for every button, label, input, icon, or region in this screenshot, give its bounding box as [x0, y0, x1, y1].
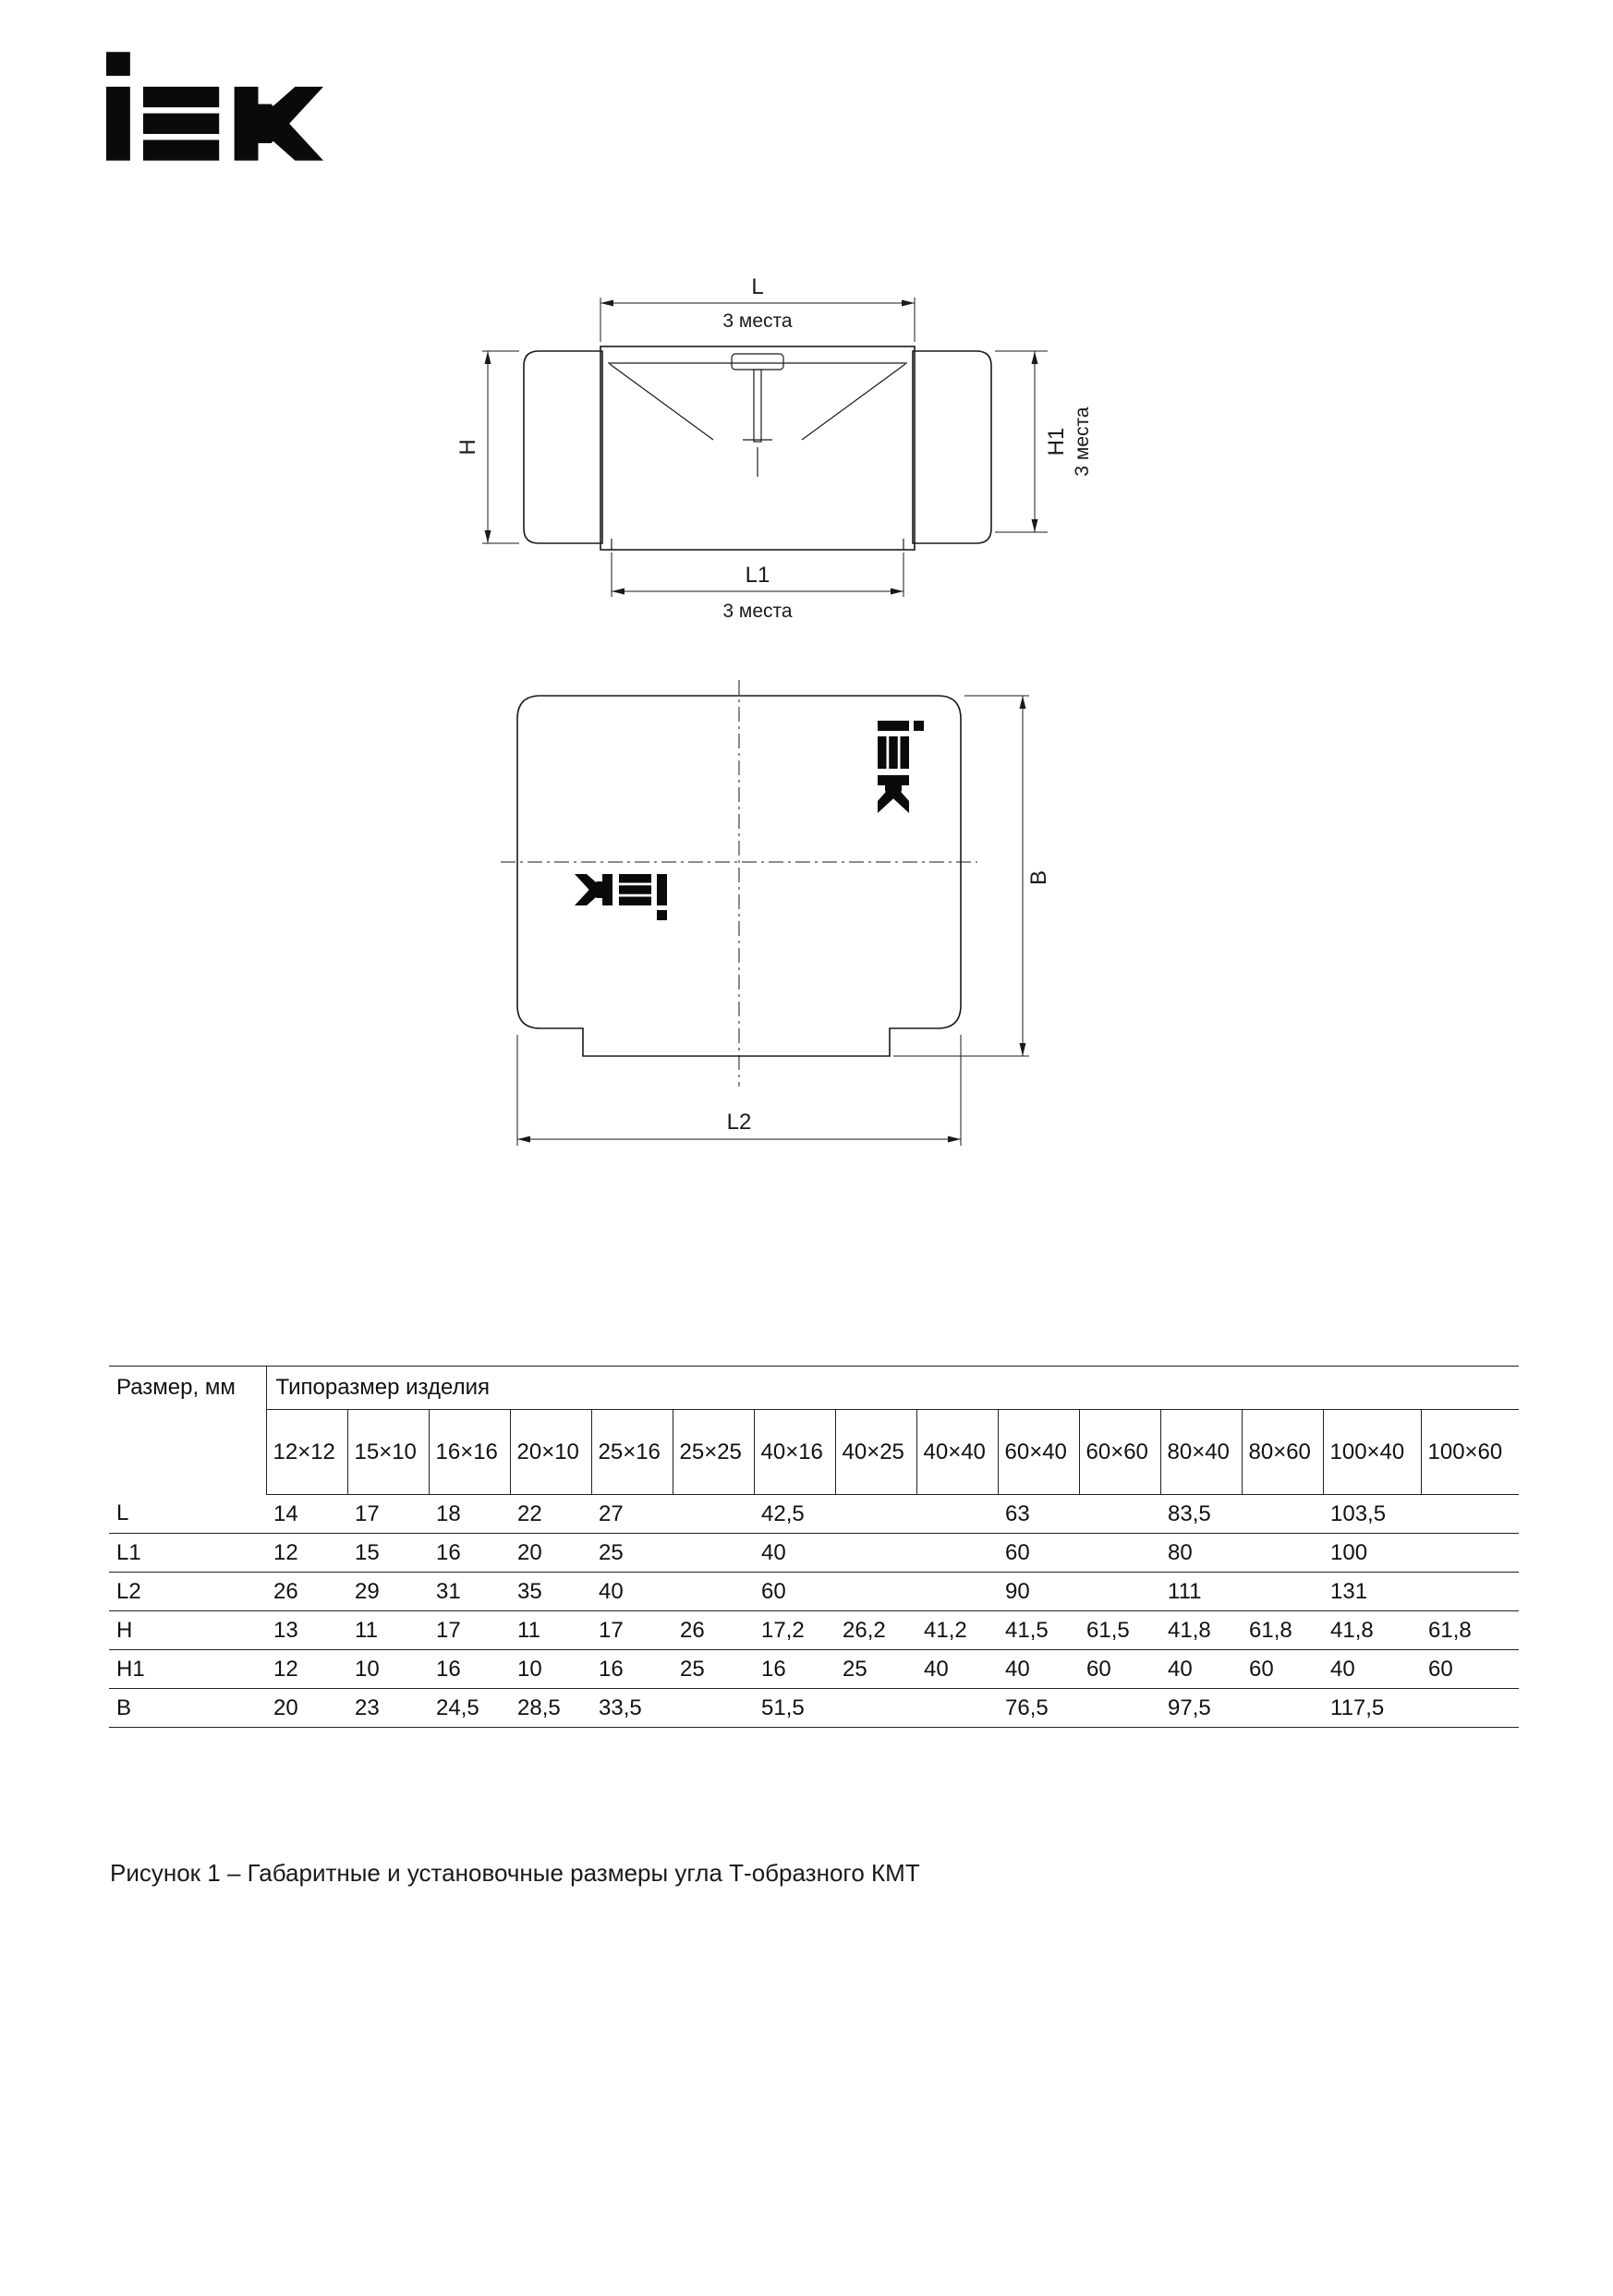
size-column-header: 60×60 — [1079, 1410, 1160, 1495]
table-cell: 97,5 — [1160, 1689, 1323, 1728]
top-view-drawing — [490, 673, 1155, 1190]
table-cell: 40 — [998, 1650, 1079, 1689]
table-cell: 41,8 — [1160, 1611, 1242, 1650]
table-cell: 31 — [429, 1573, 510, 1611]
row-label: L — [109, 1495, 266, 1534]
table-cell: 117,5 — [1323, 1689, 1519, 1728]
table-cell: 90 — [998, 1573, 1160, 1611]
table-cell: 60 — [1421, 1650, 1519, 1689]
row-label: H1 — [109, 1650, 266, 1689]
table-cell: 33,5 — [591, 1689, 754, 1728]
table-cell: 20 — [510, 1534, 591, 1573]
table-row — [109, 1650, 1519, 1689]
table-cell: 76,5 — [998, 1689, 1160, 1728]
row-label: L2 — [109, 1573, 266, 1611]
dim-note-l: 3 места — [722, 310, 793, 332]
dimension-L1 — [612, 553, 904, 622]
table-cell: 80 — [1160, 1534, 1323, 1573]
table-cell: 40 — [754, 1534, 998, 1573]
dim-label-b: B — [1026, 869, 1051, 886]
table-cell: 41,8 — [1323, 1611, 1421, 1650]
dimension-B — [893, 696, 1051, 1056]
table-cell: 83,5 — [1160, 1495, 1323, 1534]
table-cell: 17,2 — [754, 1611, 835, 1650]
table-cell: 35 — [510, 1573, 591, 1611]
size-column-header: 100×40 — [1323, 1410, 1421, 1495]
dim-label-l2: L2 — [726, 1110, 752, 1135]
table-cell: 111 — [1160, 1573, 1323, 1611]
row-label: B — [109, 1689, 266, 1728]
table-cell: 60 — [754, 1573, 998, 1611]
table-cell: 15 — [347, 1534, 429, 1573]
table-cell: 23 — [347, 1689, 429, 1728]
table-cell: 12 — [266, 1534, 347, 1573]
size-column-header: 25×25 — [673, 1410, 754, 1495]
table-cell: 11 — [347, 1611, 429, 1650]
table-cell: 22 — [510, 1495, 591, 1534]
table-cell: 131 — [1323, 1573, 1519, 1611]
row-label: L1 — [109, 1534, 266, 1573]
dim-note-h1: 3 места — [1072, 407, 1093, 477]
table-cell: 28,5 — [510, 1689, 591, 1728]
table-cell: 61,8 — [1421, 1611, 1519, 1650]
table-cell: 17 — [347, 1495, 429, 1534]
table-row — [109, 1689, 1519, 1728]
table-cell: 41,2 — [916, 1611, 998, 1650]
dimension-L — [600, 274, 915, 342]
dim-label-l: L — [751, 274, 764, 299]
size-column-header: 40×16 — [754, 1410, 835, 1495]
table-cell: 27 — [591, 1495, 754, 1534]
molded-iek-logo-left — [575, 874, 667, 920]
size-column-header: 15×10 — [347, 1410, 429, 1495]
table-cell: 40 — [591, 1573, 754, 1611]
table-cell: 25 — [835, 1650, 916, 1689]
table-cell: 25 — [591, 1534, 754, 1573]
table-cell: 100 — [1323, 1534, 1519, 1573]
table-cell: 26 — [266, 1573, 347, 1611]
table-cell: 16 — [429, 1534, 510, 1573]
corner-header: Размер, мм — [109, 1367, 266, 1495]
table-cell: 103,5 — [1323, 1495, 1519, 1534]
table-cell: 40 — [1160, 1650, 1242, 1689]
table-cell: 16 — [591, 1650, 673, 1689]
table-cell: 61,8 — [1242, 1611, 1323, 1650]
table-cell: 26,2 — [835, 1611, 916, 1650]
table-row — [109, 1611, 1519, 1650]
table-cell: 17 — [429, 1611, 510, 1650]
dim-note-l1: 3 места — [722, 601, 793, 622]
dim-label-l1: L1 — [745, 563, 770, 588]
table-cell: 11 — [510, 1611, 591, 1650]
table-cell: 26 — [673, 1611, 754, 1650]
table-cell: 20 — [266, 1689, 347, 1728]
table-cell: 60 — [1079, 1650, 1160, 1689]
dimensions-table-container — [109, 1366, 1519, 1728]
table-cell: 29 — [347, 1573, 429, 1611]
table-cell: 41,5 — [998, 1611, 1079, 1650]
row-label: H — [109, 1611, 266, 1650]
size-column-header: 16×16 — [429, 1410, 510, 1495]
table-cell: 60 — [1242, 1650, 1323, 1689]
table-cell: 10 — [510, 1650, 591, 1689]
table-cell: 25 — [673, 1650, 754, 1689]
size-column-header: 20×10 — [510, 1410, 591, 1495]
table-cell: 63 — [998, 1495, 1160, 1534]
figure-caption: Рисунок 1 – Габаритные и установочные размеры угла Т-образного КМТ — [110, 1859, 920, 1887]
table-header-row-1 — [109, 1367, 1519, 1410]
size-column-header: 60×40 — [998, 1410, 1079, 1495]
table-cell: 16 — [429, 1650, 510, 1689]
table-cell: 51,5 — [754, 1689, 998, 1728]
table-cell: 18 — [429, 1495, 510, 1534]
front-view-drawing — [434, 259, 1118, 665]
table-row — [109, 1534, 1519, 1573]
size-column-header: 25×16 — [591, 1410, 673, 1495]
table-cell: 13 — [266, 1611, 347, 1650]
dim-label-h: H — [455, 439, 480, 456]
table-cell: 10 — [347, 1650, 429, 1689]
dimension-H — [455, 351, 519, 543]
size-column-header: 12×12 — [266, 1410, 347, 1495]
size-column-header: 40×25 — [835, 1410, 916, 1495]
table-cell: 17 — [591, 1611, 673, 1650]
dimensions-table — [109, 1366, 1519, 1728]
table-cell: 40 — [1323, 1650, 1421, 1689]
size-column-header: 40×40 — [916, 1410, 998, 1495]
front-view-latch-detail — [608, 354, 907, 550]
table-row — [109, 1495, 1519, 1534]
dimension-L2 — [517, 1035, 961, 1146]
size-column-header: 80×40 — [1160, 1410, 1242, 1495]
table-cell: 24,5 — [429, 1689, 510, 1728]
dimension-H1 — [995, 351, 1093, 532]
iek-logo — [106, 51, 323, 162]
table-cell: 61,5 — [1079, 1611, 1160, 1650]
table-cell: 60 — [998, 1534, 1160, 1573]
table-cell: 40 — [916, 1650, 998, 1689]
table-row — [109, 1573, 1519, 1611]
table-cell: 12 — [266, 1650, 347, 1689]
table-cell: 42,5 — [754, 1495, 998, 1534]
size-column-header: 100×60 — [1421, 1410, 1519, 1495]
table-cell: 16 — [754, 1650, 835, 1689]
dim-label-h1: H1 — [1044, 427, 1069, 456]
table-header-row-2 — [109, 1410, 1519, 1495]
size-column-header: 80×60 — [1242, 1410, 1323, 1495]
table-cell: 14 — [266, 1495, 347, 1534]
group-header: Типоразмер изделия — [266, 1367, 1519, 1410]
molded-iek-logo-right — [878, 721, 924, 813]
